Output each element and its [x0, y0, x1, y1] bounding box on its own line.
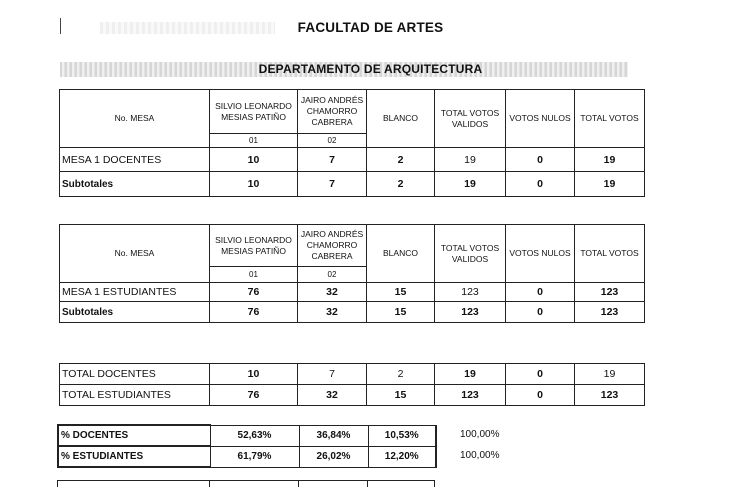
cell-validos: 123: [435, 385, 506, 406]
subtotal-row: [60, 172, 645, 197]
row-label: MESA 1 ESTUDIANTES: [60, 283, 210, 302]
cell-blanco: 15: [367, 385, 435, 406]
cell-c2: 26,02%: [299, 446, 368, 467]
cell-c1: 76: [210, 283, 298, 302]
code-candidate-2: 02: [298, 267, 367, 283]
cell-validos: 123: [435, 302, 506, 323]
table-row: [60, 364, 645, 385]
docentes-table: [59, 89, 645, 197]
row-label: TOTAL ESTUDIANTES: [60, 385, 210, 406]
row-label: Subtotales: [60, 172, 210, 197]
table-row: [58, 446, 436, 467]
estudiantes-table: [59, 224, 645, 323]
header-candidate-2: JAIRO ANDRÉS CHAMORRO CABRERA: [298, 225, 367, 267]
cell-c1: 61,79%: [210, 446, 299, 467]
code-candidate-1: 01: [210, 134, 298, 148]
header-votos-nulos: VOTOS NULOS: [506, 90, 575, 148]
cell-c2: 7: [298, 148, 367, 172]
header-votos-nulos: VOTOS NULOS: [506, 225, 575, 283]
header-mesa: No. MESA: [60, 225, 210, 283]
cell-c1: 10: [210, 148, 298, 172]
cell-validos: 19: [435, 364, 506, 385]
cell-total: 19: [575, 148, 645, 172]
cell-validos: 123: [435, 283, 506, 302]
cell-blanco: 12,20%: [368, 446, 436, 467]
code-candidate-1: 01: [210, 267, 298, 283]
cell-c1: 10: [210, 364, 298, 385]
cell-nulos: 0: [506, 385, 575, 406]
cell-total: 19: [575, 364, 645, 385]
cell-total: 123: [575, 283, 645, 302]
subtotal-row: [60, 302, 645, 323]
table-row: [60, 385, 645, 406]
cell-nulos: 0: [506, 283, 575, 302]
header-candidate-2: JAIRO ANDRÉS CHAMORRO CABRERA: [298, 90, 367, 134]
cell-validos: 19: [435, 172, 506, 197]
cell-c2: 7: [298, 172, 367, 197]
row-label: % ESTUDIANTES: [58, 446, 210, 467]
cell-total: 123: [575, 302, 645, 323]
cell-blanco: 2: [367, 364, 435, 385]
cell-c1: 52,63%: [210, 425, 299, 446]
docentes-percent-sum: 100,00%: [460, 429, 500, 440]
cell-blanco: 15: [367, 283, 435, 302]
cell-c2: 7: [298, 364, 367, 385]
cell-c2: 32: [298, 385, 367, 406]
cell-blanco: 2: [367, 148, 435, 172]
page-title: FACULTAD DE ARTES: [297, 20, 444, 35]
table-row: [58, 425, 436, 446]
table-row: [60, 283, 645, 302]
cell-c1: 76: [210, 385, 298, 406]
cell-c2: 36,84%: [299, 425, 368, 446]
cell-blanco: 10,53%: [368, 425, 436, 446]
partial-table-edge: [57, 480, 435, 482]
cell-c2: 32: [298, 283, 367, 302]
totals-table: [59, 363, 645, 406]
row-label: Subtotales: [60, 302, 210, 323]
cell-nulos: 0: [506, 302, 575, 323]
percentages-table: [57, 424, 437, 468]
header-total-votos: TOTAL VOTOS: [575, 225, 645, 283]
cell-c1: 10: [210, 172, 298, 197]
cell-nulos: 0: [506, 364, 575, 385]
table-row: [60, 148, 645, 172]
cell-total: 123: [575, 385, 645, 406]
cell-validos: 19: [435, 148, 506, 172]
header-total-votos: TOTAL VOTOS: [575, 90, 645, 148]
row-label: % DOCENTES: [58, 425, 210, 446]
cell-blanco: 15: [367, 302, 435, 323]
cell-nulos: 0: [506, 172, 575, 197]
cell-nulos: 0: [506, 148, 575, 172]
header-votos-validos: TOTAL VOTOS VALIDOS: [435, 225, 506, 283]
header-votos-validos: TOTAL VOTOS VALIDOS: [435, 90, 506, 148]
cell-blanco: 2: [367, 172, 435, 197]
row-label: TOTAL DOCENTES: [60, 364, 210, 385]
header-candidate-1: SILVIO LEONARDO MESIAS PATIÑO: [210, 225, 298, 267]
cell-c2: 32: [298, 302, 367, 323]
department-title: DEPARTAMENTO DE ARQUITECTURA: [258, 62, 483, 76]
header-blanco: BLANCO: [367, 90, 435, 148]
header-candidate-1: SILVIO LEONARDO MESIAS PATIÑO: [210, 90, 298, 134]
cell-c1: 76: [210, 302, 298, 323]
code-candidate-2: 02: [298, 134, 367, 148]
cell-total: 19: [575, 172, 645, 197]
row-label: MESA 1 DOCENTES: [60, 148, 210, 172]
header-blanco: BLANCO: [367, 225, 435, 283]
estudiantes-percent-sum: 100,00%: [460, 450, 500, 461]
header-mesa: No. MESA: [60, 90, 210, 148]
